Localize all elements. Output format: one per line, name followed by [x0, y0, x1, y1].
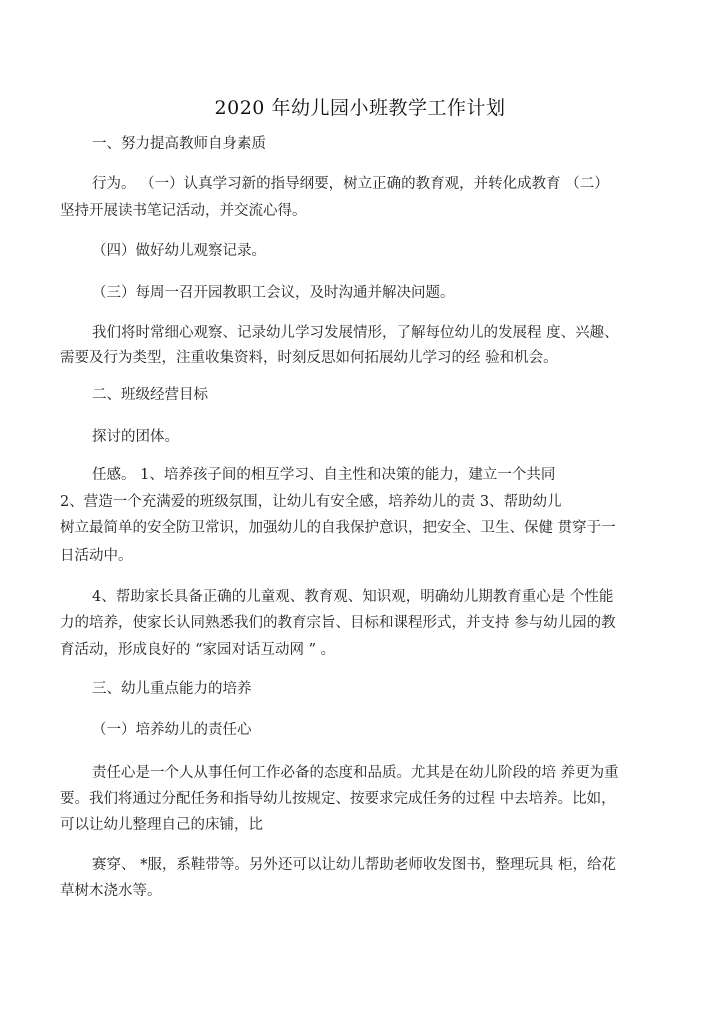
- paragraph-line: （四）做好幼儿观察记录。: [92, 243, 266, 259]
- paragraph-line: 2、营造一个充满爱的班级氛围，让幼儿有安全感，培养幼儿的责 3、帮助幼儿: [60, 494, 562, 510]
- paragraph-line: 探讨的团体。: [92, 429, 179, 445]
- section-heading-3: 三、幼儿重点能力的培养: [92, 681, 252, 697]
- paragraph-line: 任感。 1、培养孩子间的相互学习、自主性和决策的能力，建立一个共同: [92, 467, 556, 483]
- paragraph-line: 责任心是一个人从事任何工作必备的态度和品质。尤其是在幼儿阶段的培 养更为重: [92, 765, 619, 781]
- paragraph-line: 行为。 （一）认真学习新的指导纲要，树立正确的教育观，并转化成教育 （二）: [92, 176, 609, 192]
- paragraph-line: 需要及行为类型，注重收集资料，时刻反思如何拓展幼儿学习的经 验和机会。: [60, 350, 558, 366]
- subsection-heading: （一）培养幼儿的责任心: [92, 722, 252, 738]
- paragraph-line: 我们将时常细心观察、记录幼儿学习发展情形，了解每位幼儿的发展程 度、兴趣、: [92, 325, 619, 341]
- section-heading-2: 二、班级经营目标: [92, 387, 208, 403]
- page-title: 2020 年幼儿园小班教学工作计划: [214, 97, 506, 119]
- section-heading-1: 一、努力提高教师自身素质: [92, 136, 266, 152]
- paragraph-line: 草树木浇水等。: [60, 883, 162, 899]
- paragraph-line: 可以让幼儿整理自己的床铺，比: [60, 817, 263, 833]
- paragraph-line: （三）每周一召开园教职工会议，及时沟通并解决问题。: [92, 285, 455, 301]
- paragraph-line: 力的培养，使家长认同熟悉我们的教育宗旨、目标和课程形式，并支持 参与幼儿园的教: [60, 615, 616, 631]
- paragraph-line: 坚持开展读书笔记活动，并交流心得。: [60, 203, 307, 219]
- paragraph-line: 育活动，形成良好的 “家园对话互动网 ” 。: [60, 642, 336, 658]
- paragraph-line: 4、帮助家长具备正确的儿童观、教育观、知识观，明确幼儿期教育重心是 个性能: [92, 589, 614, 605]
- paragraph-line: 赛穿、 *服，系鞋带等。另外还可以让幼儿帮助老师收发图书，整理玩具 柜，给花: [92, 857, 616, 873]
- paragraph-line: 日活动中。: [60, 548, 133, 564]
- paragraph-line: 树立最简单的安全防卫常识，加强幼儿的自我保护意识，把安全、卫生、保健 贯穿于一: [60, 520, 616, 536]
- paragraph-line: 要。我们将通过分配任务和指导幼儿按规定、按要求完成任务的过程 中去培养。比如，: [60, 791, 616, 807]
